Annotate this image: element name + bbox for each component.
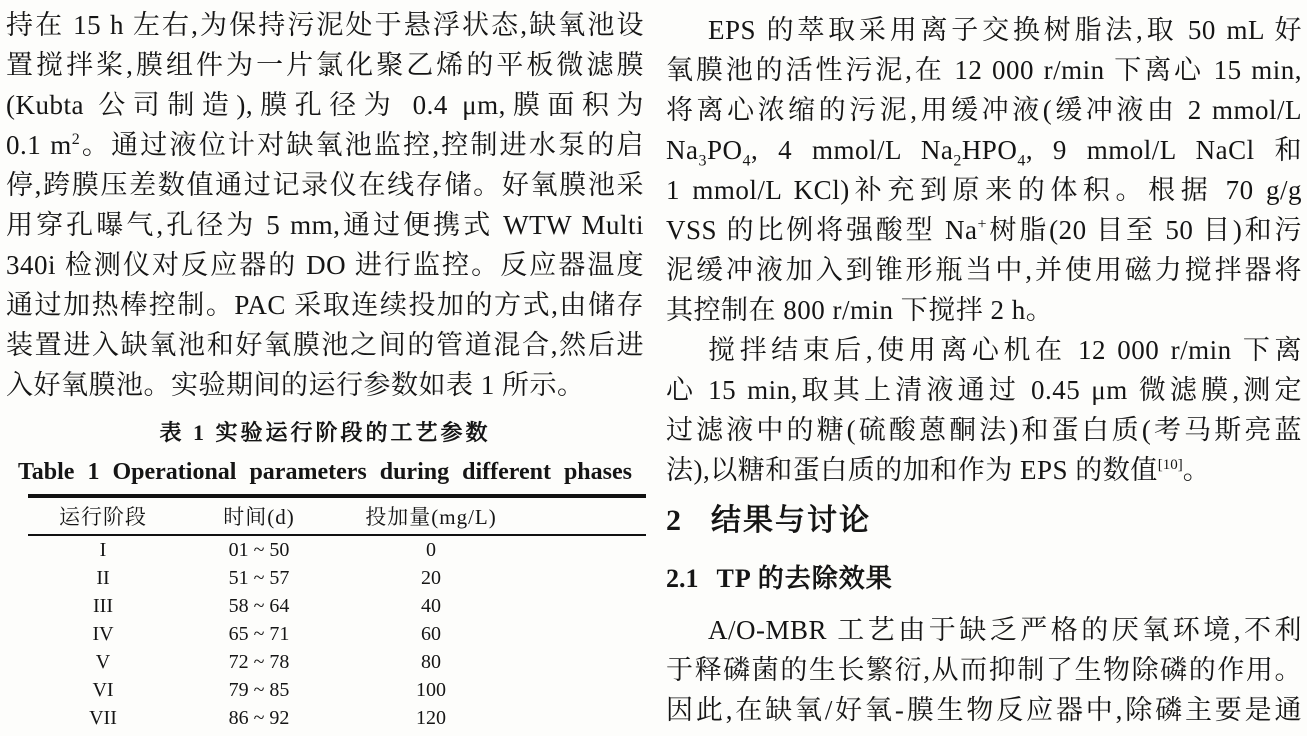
body-line: 因此,在缺氧/好氧-膜生物反应器中,除磷主要是通 [666,695,1302,725]
table-row [28,620,646,648]
table-cell-dose: 20 [421,566,441,589]
subsection-number: 2.1 [666,564,699,593]
body-line: 过滤液中的糖(硫酸蒽酮法)和蛋白质(考马斯亮蓝 [666,415,1302,445]
table-cell-phase: VI [92,678,114,701]
body-line: 1 mmol/L KCl)补充到原来的体积。根据 70 g/g [666,175,1302,205]
subscript: 4 [1017,152,1026,170]
superscript: 2 [71,131,81,148]
body-line: 通过加热棒控制。PAC 采取连续投加的方式,由储存 [6,290,644,320]
superscript: + [977,216,988,233]
body-line: 泥缓冲液加入到锥形瓶当中,并使用磁力搅拌器将 [666,255,1302,285]
table-row [28,704,646,732]
body-line [666,130,1302,170]
table-cell-time: 72 ~ 78 [228,650,290,673]
body-line [666,450,1302,490]
table-header-cell: 时间(d) [178,496,340,535]
text-span: 法),以糖和蛋白质的加和作为 EPS 的数值 [666,455,1158,485]
table-cell-phase: III [93,594,113,617]
table-header-cell-empty [522,496,646,535]
left-column [6,0,644,732]
table-header-cell: 运行阶段 [28,496,178,535]
subscript: 3 [698,152,707,170]
table-cell-phase: I [99,538,107,561]
table-cell-dose: 120 [416,706,446,729]
text-span: 。 [1182,455,1211,485]
body-line: 340i 检测仪对反应器的 DO 进行监控。反应器温度 [6,250,644,280]
body-line: 停,跨膜压差数值通过记录仪在线存储。好氧膜池采 [6,170,644,200]
table-operational-parameters [28,494,646,732]
table-row [28,564,646,592]
text-span: VSS 的比例将强酸型 Na [666,215,978,245]
table-cell-time: 58 ~ 64 [228,594,290,617]
body-line: A/O-MBR 工艺由于缺乏严格的厌氧环境,不利 [708,615,1302,645]
body-line [6,125,644,165]
table-cell-phase: V [95,650,111,673]
table-caption-zh: 表 1 实验运行阶段的工艺参数 [159,420,491,445]
table-cell-dose: 100 [416,678,446,701]
table-cell-time: 65 ~ 71 [228,622,290,645]
text-span: PO [706,135,743,165]
body-line: 氧膜池的活性污泥,在 12 000 r/min 下离心 15 min, [666,55,1302,85]
subsection-title: TP 的去除效果 [716,564,893,593]
table-header-cell: 投加量(mg/L) [340,496,522,535]
body-line: 将离心浓缩的污泥,用缓冲液(缓冲液由 2 mmol/L [666,95,1302,125]
table-cell-dose: 40 [421,594,441,617]
table-cell-time: 79 ~ 85 [228,678,290,701]
table-cell-time: 01 ~ 50 [228,538,290,561]
text-span: 0.1 m [6,130,72,160]
citation-ref: [10] [1157,457,1183,473]
right-column [666,0,1302,730]
table-cell-dose: 60 [421,622,441,645]
table-row [28,535,646,564]
table-row [28,676,646,704]
text-span: HPO [961,135,1018,165]
table-cell-time: 51 ~ 57 [228,566,290,589]
body-line: 持在 15 h 左右,为保持污泥处于悬浮状态,缺氧池设 [6,10,644,40]
text-span: , 4 mmol/L Na [751,135,954,165]
table-cell-phase: VII [89,706,117,729]
body-line: 心 15 min,取其上清液通过 0.45 μm 微滤膜,测定 [666,375,1302,405]
table-row [28,592,646,620]
subscript: 4 [742,152,751,170]
body-line [666,210,1302,250]
body-line: EPS 的萃取采用离子交换树脂法,取 50 mL 好 [708,15,1302,45]
subscript: 2 [953,152,962,170]
section-number: 2 [666,504,681,537]
body-line: 用穿孔曝气,孔径为 5 mm,通过便携式 WTW Multi [6,210,644,240]
table-row [28,648,646,676]
section-heading-results [666,504,1302,538]
section-title: 结果与讨论 [711,504,871,537]
body-line: 入好氧膜池。实验期间的运行参数如表 1 所示。 [6,370,585,400]
body-line: 于释磷菌的生长繁衍,从而抑制了生物除磷的作用。 [666,655,1302,685]
body-line: 其控制在 800 r/min 下搅拌 2 h。 [666,295,1054,325]
table-header-row [28,496,646,535]
body-line: 搅拌结束后,使用离心机在 12 000 r/min 下离 [708,335,1302,365]
text-span: 树脂(20 目至 50 目)和污 [987,215,1303,245]
body-line: 装置进入缺氧池和好氧膜池之间的管道混合,然后进 [6,330,644,360]
text-span: Na [666,135,699,165]
table-caption-en: Table 1 Operational parameters during different phases [17,459,632,485]
subsection-heading-tp-removal [666,564,1302,594]
table-cell-time: 86 ~ 92 [228,706,290,729]
text-span: 。通过液位计对缺氧池监控,控制进水泵的启 [80,130,644,160]
table-cell-phase: IV [92,622,114,645]
table-cell-dose: 80 [421,650,441,673]
table-cell-phase: II [96,566,110,589]
text-span: , 9 mmol/L NaCl 和 [1025,135,1302,165]
table-cell-dose: 0 [426,538,436,561]
body-line: 置搅拌桨,膜组件为一片氯化聚乙烯的平板微滤膜 [6,50,644,80]
body-line: (Kubta 公司制造),膜孔径为 0.4 μm,膜面积为 [6,90,644,120]
